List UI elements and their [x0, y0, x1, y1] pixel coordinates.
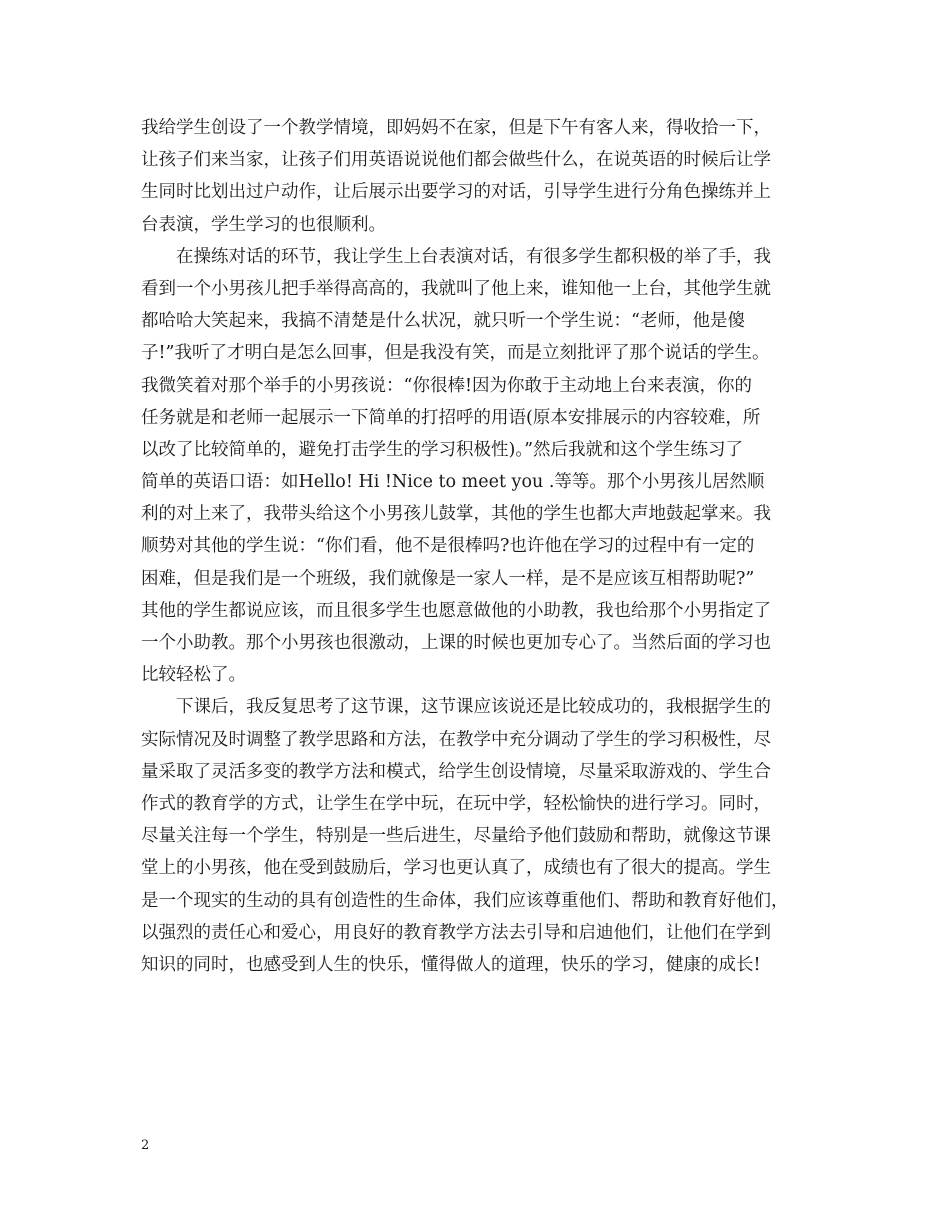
text-line: 在操练对话的环节，我让学生上台表演对话，有很多学生都积极的举了手，我	[141, 246, 771, 267]
text-line: 都哈哈大笑起来，我搞不清楚是什么状况，就只听一个学生说：“老师，他是傻	[141, 311, 745, 332]
body-text	[141, 112, 813, 981]
text-line: 其他的学生都说应该，而且很多学生也愿意做他的小助教，我也给那个小男指定了	[141, 600, 771, 621]
text-line: 任务就是和老师一起展示一下简单的打招呼的用语(原本安排展示的内容较难，所	[141, 407, 761, 428]
text-line: 实际情况及时调整了教学思路和方法，在教学中充分调动了学生的学习积极性，尽	[141, 729, 771, 750]
text-line: 台表演，学生学习的也很顺利。	[141, 214, 386, 235]
text-line: 我微笑着对那个举手的小男孩说：“你很棒!因为你敢于主动地上台来表演，你的	[141, 375, 752, 396]
text-line: 以强烈的责任心和爱心，用良好的教育教学方法去引导和启迪他们，让他们在学到	[141, 922, 771, 943]
text-line: 顺势对其他的学生说：“你们看，他不是很棒吗?也许他在学习的过程中有一定的	[141, 536, 755, 557]
text-line: 我给学生创设了一个教学情境，即妈妈不在家，但是下午有客人来，得收拾一下，	[141, 118, 771, 138]
text-line: 堂上的小男孩，他在受到鼓励后，学习也更认真了，成绩也有了很大的提高。学生	[141, 858, 771, 879]
text-line: 量采取了灵活多变的教学方法和模式，给学生创设情境，尽量采取游戏的、学生合	[141, 761, 771, 782]
text-line: 是一个现实的生动的具有创造性的生命体，我们应该尊重他们、帮助和教育好他们，	[141, 890, 789, 911]
text-line: 看到一个小男孩儿把手举得高高的，我就叫了他上来，谁知他一上台，其他学生就	[141, 278, 771, 299]
text-line: 让孩子们来当家，让孩子们用英语说说他们都会做些什么，在说英语的时候后让学	[141, 150, 771, 171]
text-line: 简单的英语口语：如Hello! Hi !Nice to meet you .等等。那个小男孩儿居然顺	[141, 472, 765, 493]
text-line: 作式的教育学的方式，让学生在学中玩，在玩中学，轻松愉快的进行学习。同时，	[141, 793, 771, 814]
text-line: 以改了比较简单的，避免打击学生的学习积极性)。”然后我就和这个学生练习了	[141, 439, 744, 460]
text-line: 利的对上来了，我带头给这个小男孩儿鼓掌，其他的学生也都大声地鼓起掌来。我	[141, 504, 771, 525]
text-line: 尽量关注每一个学生，特别是一些后进生，尽量给予他们鼓励和帮助，就像这节课	[141, 826, 771, 847]
text-line: 生同时比划出过户动作，让后展示出要学习的对话，引导学生进行分角色操练并上	[141, 182, 771, 203]
text-line: 下课后，我反复思考了这节课，这节课应该说还是比较成功的，我根据学生的	[141, 697, 771, 718]
text-line: 知识的同时，也感受到人生的快乐，懂得做人的道理，快乐的学习，健康的成长!	[141, 954, 761, 975]
page-number: 2	[141, 1138, 150, 1153]
text-line: 比较轻松了。	[141, 665, 246, 686]
text-line: 困难，但是我们是一个班级，我们就像是一家人一样，是不是应该互相帮助呢?”	[141, 568, 755, 589]
text-line: 子!”我听了才明白是怎么回事，但是我没有笑，而是立刻批评了那个说话的学生。	[141, 343, 770, 364]
text-line: 一个小助教。那个小男孩也很激动，上课的时候也更加专心了。当然后面的学习也	[141, 633, 771, 653]
